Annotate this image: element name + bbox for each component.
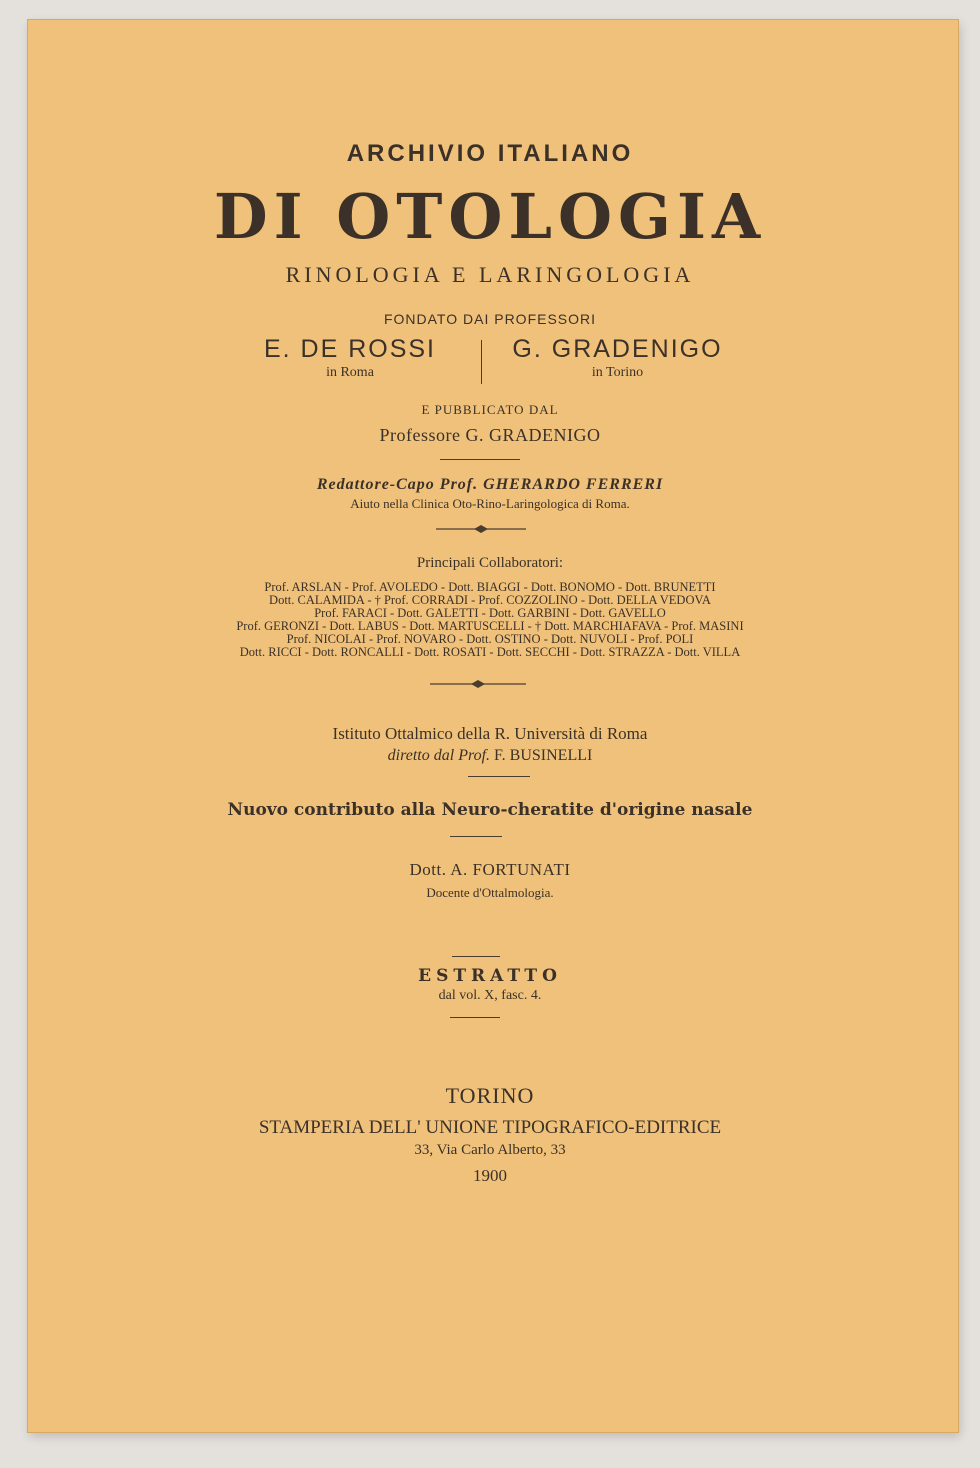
founder-gradenigo <box>505 334 730 382</box>
editor-affiliation: Aiuto nella Clinica Oto-Rino-Laringologica di Roma. <box>350 496 630 511</box>
director-name: F. BUSINELLI <box>494 747 593 764</box>
founders-divider <box>481 340 482 384</box>
extract-source: dal vol. X, fasc. 4. <box>438 988 542 1003</box>
divider-rule <box>468 776 530 777</box>
institute-name: Istituto Ottalmico della R. Università di Roma <box>332 724 648 743</box>
collaborators-list <box>0 581 980 659</box>
article-author: Dott. A. FORTUNATI <box>409 860 571 879</box>
journal-subtitle: RINOLOGIA E LARINGOLOGIA <box>285 262 695 287</box>
founded-by-label: FONDATO DAI PROFESSORI <box>383 311 597 327</box>
ornament-divider <box>434 522 528 536</box>
imprint-year: 1900 <box>473 1166 507 1185</box>
founder-de-rossi <box>240 334 460 382</box>
divider-rule <box>440 459 520 460</box>
collaborators-line: Dott. RICCI - Dott. RONCALLI - Dott. ROSATI - Dott. SECCHI - Dott. STRAZZA - Dott. VILLA <box>239 645 741 659</box>
institute-director <box>0 747 980 765</box>
publisher-name: Professore G. GRADENIGO <box>379 425 601 445</box>
extract-label: ESTRATTO <box>418 966 562 986</box>
director-prefix: diretto dal Prof. <box>387 747 491 764</box>
collaborators-line: Dott. CALAMIDA - † Prof. CORRADI - Prof. COZZOLINO - Dott. DELLA VEDOVA <box>269 593 711 607</box>
imprint-printer: STAMPERIA DELL' UNIONE TIPOGRAFICO-EDITRICE <box>258 1117 722 1138</box>
author-role: Docente d'Ottalmologia. <box>426 885 554 900</box>
divider-rule <box>450 836 502 837</box>
journal-title: DI OTOLOGIA <box>213 180 767 253</box>
editor-in-chief: Redattore-Capo Prof. GHERARDO FERRERI <box>316 476 664 493</box>
founders <box>0 334 980 386</box>
imprint-address: 33, Via Carlo Alberto, 33 <box>414 1142 566 1158</box>
collaborators-line: Prof. NICOLAI - Prof. NOVARO - Dott. OSTINO - Dott. NUVOLI - Prof. POLI <box>286 632 694 646</box>
founder-name: G. GRADENIGO <box>512 335 723 363</box>
imprint-city: TORINO <box>445 1083 535 1108</box>
journal-supertitle: ARCHIVIO ITALIANO <box>346 140 634 167</box>
published-by-label: E PUBBLICATO DAL <box>421 402 559 417</box>
collaborators-heading: Principali Collaboratori: <box>416 555 564 571</box>
founder-city: in Torino <box>591 365 644 380</box>
founder-city: in Roma <box>326 365 374 380</box>
ornament-divider <box>428 677 528 691</box>
divider-rule <box>450 1017 500 1018</box>
collaborators-line: Prof. GERONZI - Dott. LABUS - Dott. MARTUSCELLI - † Dott. MARCHIAFAVA - Prof. MASINI <box>236 619 744 633</box>
article-title: Nuovo contributo alla Neuro-cheratite d'origine nasale <box>227 800 753 820</box>
founder-name: E. DE ROSSI <box>263 335 437 363</box>
divider-rule <box>452 956 500 957</box>
collaborators-line: Prof. ARSLAN - Prof. AVOLEDO - Dott. BIAGGI - Dott. BONOMO - Dott. BRUNETTI <box>264 580 716 594</box>
collaborators-line: Prof. FARACI - Dott. GALETTI - Dott. GARBINI - Dott. GAVELLO <box>314 606 666 620</box>
